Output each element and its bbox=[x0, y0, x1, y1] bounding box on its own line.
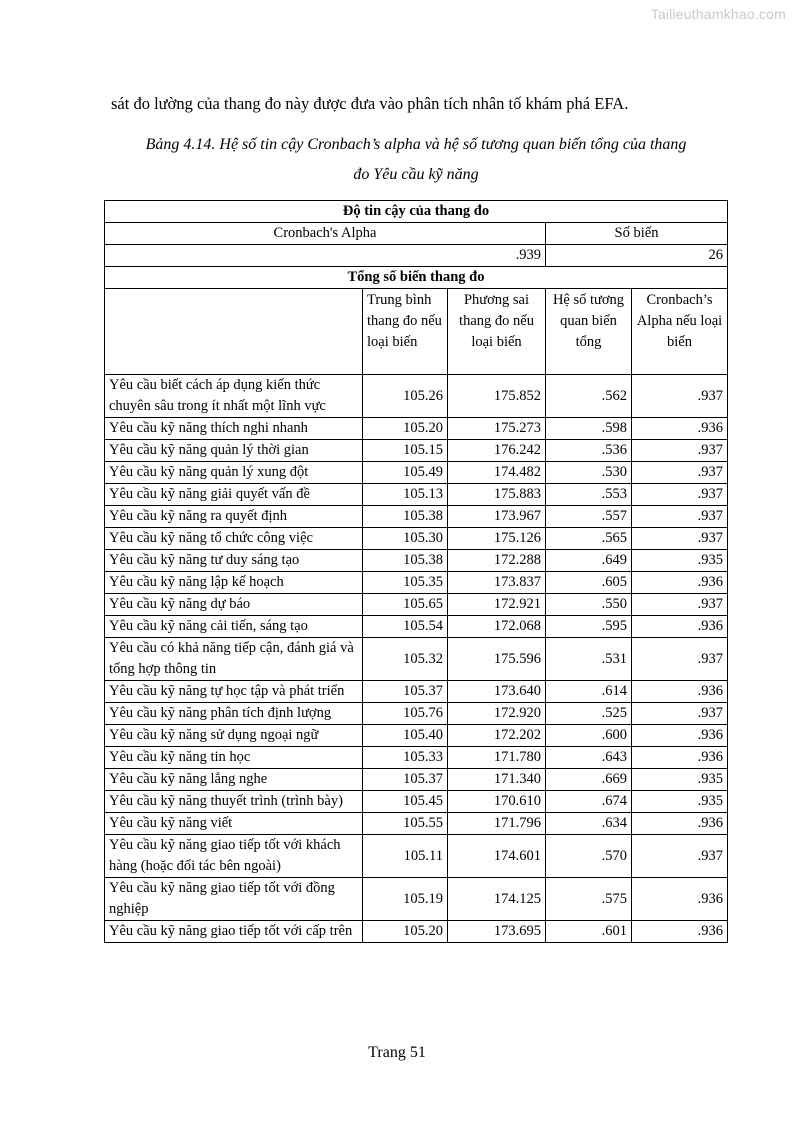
item-label: Yêu cầu có khả năng tiếp cận, đánh giá và tổng hợp thông tin bbox=[105, 638, 363, 681]
item-alpha: .937 bbox=[632, 835, 728, 878]
item-mean: 105.26 bbox=[363, 375, 448, 418]
item-mean: 105.76 bbox=[363, 703, 448, 725]
item-label: Yêu cầu kỹ năng tư duy sáng tạo bbox=[105, 550, 363, 572]
item-corr: .565 bbox=[546, 528, 632, 550]
lead-paragraph: sát đo lường của thang đo này được đưa vào phân tích nhân tố khám phá EFA. bbox=[111, 94, 629, 113]
item-corr: .649 bbox=[546, 550, 632, 572]
item-label: Yêu cầu kỹ năng cải tiến, sáng tạo bbox=[105, 616, 363, 638]
item-variance: 171.780 bbox=[448, 747, 546, 769]
item-variance: 175.126 bbox=[448, 528, 546, 550]
item-variance: 173.967 bbox=[448, 506, 546, 528]
item-alpha: .936 bbox=[632, 572, 728, 594]
item-label: Yêu cầu kỹ năng quản lý xung đột bbox=[105, 462, 363, 484]
item-corr: .634 bbox=[546, 813, 632, 835]
item-corr: .595 bbox=[546, 616, 632, 638]
item-corr: .531 bbox=[546, 638, 632, 681]
item-variance: 173.695 bbox=[448, 921, 546, 943]
item-variance: 174.601 bbox=[448, 835, 546, 878]
table-caption bbox=[104, 130, 728, 190]
item-alpha: .937 bbox=[632, 440, 728, 462]
column-header-row bbox=[105, 289, 728, 375]
item-alpha: .936 bbox=[632, 921, 728, 943]
item-corr: .562 bbox=[546, 375, 632, 418]
item-mean: 105.20 bbox=[363, 418, 448, 440]
item-mean: 105.13 bbox=[363, 484, 448, 506]
item-variance: 170.610 bbox=[448, 791, 546, 813]
item-label: Yêu cầu kỹ năng ra quyết định bbox=[105, 506, 363, 528]
item-mean: 105.38 bbox=[363, 550, 448, 572]
table-row bbox=[105, 813, 728, 835]
item-label: Yêu cầu kỹ năng thích nghi nhanh bbox=[105, 418, 363, 440]
item-mean: 105.45 bbox=[363, 791, 448, 813]
table-row bbox=[105, 440, 728, 462]
item-mean: 105.38 bbox=[363, 506, 448, 528]
item-label: Yêu cầu kỹ năng lập kế hoạch bbox=[105, 572, 363, 594]
item-mean: 105.65 bbox=[363, 594, 448, 616]
item-corr: .598 bbox=[546, 418, 632, 440]
item-corr: .601 bbox=[546, 921, 632, 943]
table-row bbox=[105, 572, 728, 594]
item-alpha: .936 bbox=[632, 813, 728, 835]
item-label: Yêu cầu kỹ năng tổ chức công việc bbox=[105, 528, 363, 550]
item-alpha: .936 bbox=[632, 878, 728, 921]
item-mean: 105.35 bbox=[363, 572, 448, 594]
item-label: Yêu cầu kỹ năng tin học bbox=[105, 747, 363, 769]
item-total-title: Tổng số biến thang đo bbox=[105, 267, 728, 289]
item-label: Yêu cầu kỹ năng giao tiếp tốt với cấp trên bbox=[105, 921, 363, 943]
item-total-title-row bbox=[105, 267, 728, 289]
page-number: Trang 51 bbox=[368, 1044, 426, 1061]
items-value: 26 bbox=[546, 245, 728, 267]
column-header-corr: Hệ số tương quan biến tổng bbox=[546, 289, 632, 375]
item-alpha: .937 bbox=[632, 484, 728, 506]
item-corr: .669 bbox=[546, 769, 632, 791]
item-mean: 105.20 bbox=[363, 921, 448, 943]
alpha-value: .939 bbox=[105, 245, 546, 267]
table-row bbox=[105, 418, 728, 440]
reliability-title: Độ tin cậy của thang đo bbox=[105, 201, 728, 223]
table-row bbox=[105, 725, 728, 747]
item-corr: .550 bbox=[546, 594, 632, 616]
item-label: Yêu cầu kỹ năng giao tiếp tốt với đồng nghiệp bbox=[105, 878, 363, 921]
item-alpha: .936 bbox=[632, 616, 728, 638]
item-corr: .570 bbox=[546, 835, 632, 878]
item-alpha: .937 bbox=[632, 703, 728, 725]
item-alpha: .937 bbox=[632, 506, 728, 528]
item-variance: 174.482 bbox=[448, 462, 546, 484]
item-variance: 175.596 bbox=[448, 638, 546, 681]
item-mean: 105.49 bbox=[363, 462, 448, 484]
item-variance: 172.068 bbox=[448, 616, 546, 638]
watermark: Tailieuthamkhao.com bbox=[650, 6, 786, 22]
table-row bbox=[105, 878, 728, 921]
item-mean: 105.33 bbox=[363, 747, 448, 769]
item-variance: 173.837 bbox=[448, 572, 546, 594]
item-alpha: .935 bbox=[632, 791, 728, 813]
item-label: Yêu cầu kỹ năng phân tích định lượng bbox=[105, 703, 363, 725]
item-label: Yêu cầu kỹ năng sử dụng ngoại ngữ bbox=[105, 725, 363, 747]
item-alpha: .935 bbox=[632, 769, 728, 791]
items-label: Số biến bbox=[546, 223, 728, 245]
table-row bbox=[105, 375, 728, 418]
table-row bbox=[105, 594, 728, 616]
column-header-empty bbox=[105, 289, 363, 375]
item-label: Yêu cầu kỹ năng tự học tập và phát triển bbox=[105, 681, 363, 703]
item-label: Yêu cầu kỹ năng quản lý thời gian bbox=[105, 440, 363, 462]
item-alpha: .935 bbox=[632, 550, 728, 572]
item-corr: .536 bbox=[546, 440, 632, 462]
item-mean: 105.37 bbox=[363, 681, 448, 703]
item-mean: 105.19 bbox=[363, 878, 448, 921]
alpha-label: Cronbach's Alpha bbox=[105, 223, 546, 245]
table-row bbox=[105, 791, 728, 813]
table-row bbox=[105, 835, 728, 878]
item-mean: 105.32 bbox=[363, 638, 448, 681]
reliability-table bbox=[104, 200, 728, 943]
item-alpha: .936 bbox=[632, 747, 728, 769]
item-mean: 105.11 bbox=[363, 835, 448, 878]
item-variance: 171.340 bbox=[448, 769, 546, 791]
item-corr: .674 bbox=[546, 791, 632, 813]
column-header-variance: Phương sai thang đo nếu loại biến bbox=[448, 289, 546, 375]
item-corr: .575 bbox=[546, 878, 632, 921]
item-alpha: .937 bbox=[632, 594, 728, 616]
item-corr: .553 bbox=[546, 484, 632, 506]
item-variance: 173.640 bbox=[448, 681, 546, 703]
item-label: Yêu cầu kỹ năng dự báo bbox=[105, 594, 363, 616]
table-row bbox=[105, 681, 728, 703]
item-variance: 175.852 bbox=[448, 375, 546, 418]
item-variance: 172.202 bbox=[448, 725, 546, 747]
item-corr: .525 bbox=[546, 703, 632, 725]
table-row bbox=[105, 703, 728, 725]
item-corr: .557 bbox=[546, 506, 632, 528]
item-variance: 175.273 bbox=[448, 418, 546, 440]
item-mean: 105.55 bbox=[363, 813, 448, 835]
table-row bbox=[105, 462, 728, 484]
item-corr: .600 bbox=[546, 725, 632, 747]
item-variance: 175.883 bbox=[448, 484, 546, 506]
caption-line-1: Bảng 4.14. Hệ số tin cậy Cronbach’s alpha và hệ số tương quan biến tổng của thang bbox=[145, 136, 687, 153]
reliability-title-row bbox=[105, 201, 728, 223]
reliability-value-row bbox=[105, 245, 728, 267]
table-row bbox=[105, 616, 728, 638]
table-row bbox=[105, 747, 728, 769]
item-mean: 105.37 bbox=[363, 769, 448, 791]
item-label: Yêu cầu kỹ năng viết bbox=[105, 813, 363, 835]
item-mean: 105.40 bbox=[363, 725, 448, 747]
table-row bbox=[105, 769, 728, 791]
column-header-alpha: Cronbach’s Alpha nếu loại biến bbox=[632, 289, 728, 375]
item-variance: 172.921 bbox=[448, 594, 546, 616]
table-row bbox=[105, 550, 728, 572]
item-mean: 105.54 bbox=[363, 616, 448, 638]
item-label: Yêu cầu kỹ năng lắng nghe bbox=[105, 769, 363, 791]
item-variance: 171.796 bbox=[448, 813, 546, 835]
item-alpha: .936 bbox=[632, 418, 728, 440]
item-variance: 172.920 bbox=[448, 703, 546, 725]
table-row bbox=[105, 528, 728, 550]
item-variance: 174.125 bbox=[448, 878, 546, 921]
item-corr: .530 bbox=[546, 462, 632, 484]
table-row bbox=[105, 484, 728, 506]
reliability-header-row bbox=[105, 223, 728, 245]
caption-line-2: đo Yêu cầu kỹ năng bbox=[353, 166, 479, 183]
item-corr: .614 bbox=[546, 681, 632, 703]
item-alpha: .937 bbox=[632, 638, 728, 681]
item-corr: .643 bbox=[546, 747, 632, 769]
item-alpha: .937 bbox=[632, 528, 728, 550]
item-label: Yêu cầu kỹ năng thuyết trình (trình bày) bbox=[105, 791, 363, 813]
item-mean: 105.15 bbox=[363, 440, 448, 462]
item-alpha: .936 bbox=[632, 725, 728, 747]
item-label: Yêu cầu kỹ năng giải quyết vấn đề bbox=[105, 484, 363, 506]
column-header-mean: Trung bình thang đo nếu loại biến bbox=[363, 289, 448, 375]
item-label: Yêu cầu biết cách áp dụng kiến thức chuyên sâu trong ít nhất một lĩnh vực bbox=[105, 375, 363, 418]
item-variance: 176.242 bbox=[448, 440, 546, 462]
item-mean: 105.30 bbox=[363, 528, 448, 550]
table-row bbox=[105, 921, 728, 943]
table-row bbox=[105, 506, 728, 528]
item-corr: .605 bbox=[546, 572, 632, 594]
item-alpha: .937 bbox=[632, 462, 728, 484]
table-row bbox=[105, 638, 728, 681]
item-alpha: .936 bbox=[632, 681, 728, 703]
item-variance: 172.288 bbox=[448, 550, 546, 572]
item-alpha: .937 bbox=[632, 375, 728, 418]
item-label: Yêu cầu kỹ năng giao tiếp tốt với khách hàng (hoặc đối tác bên ngoài) bbox=[105, 835, 363, 878]
